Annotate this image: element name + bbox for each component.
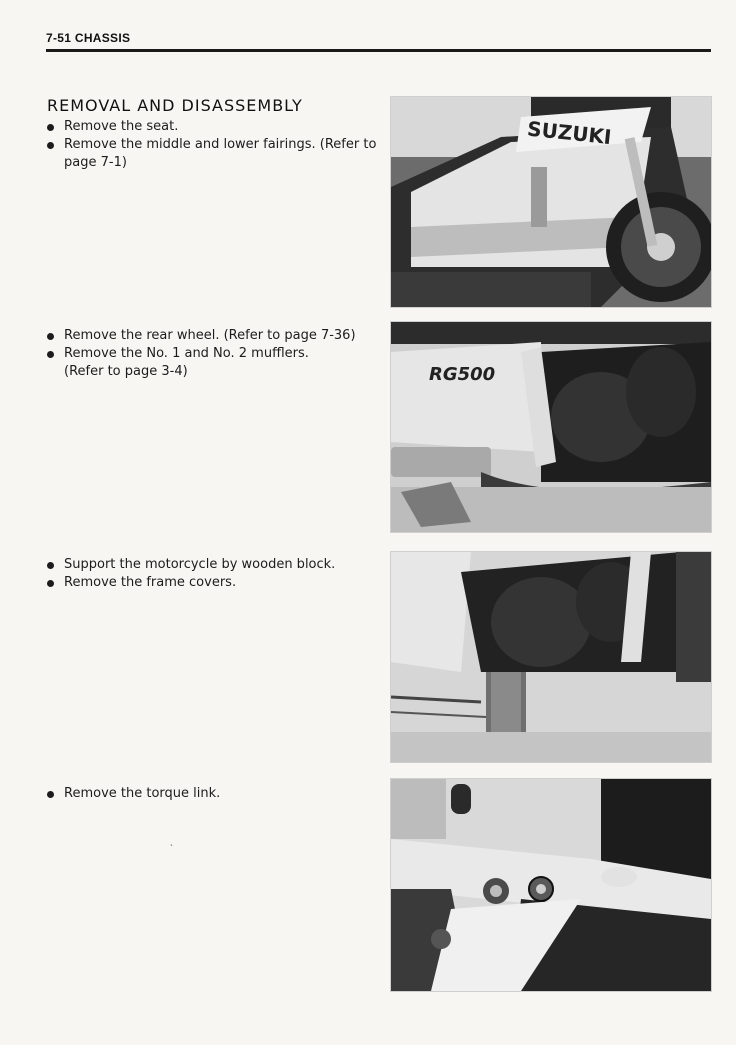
step-group-3 — [47, 556, 379, 592]
bullet-icon — [47, 562, 54, 569]
step-text-line: (Refer to page 3-4) — [64, 364, 188, 379]
bullet-icon — [47, 351, 54, 358]
stray-mark: ˎ — [170, 836, 174, 847]
torque-link-photo-graphic — [391, 779, 711, 991]
photo-engine — [390, 321, 712, 533]
photo-torque-link — [390, 778, 712, 992]
step-text: Remove the torque link. — [64, 786, 221, 801]
step-remove-torque-link — [47, 785, 379, 803]
step-text-line: Remove the middle and lower fairings. (Refer to — [64, 137, 377, 152]
step-remove-seat — [47, 118, 379, 136]
header-rule — [46, 49, 711, 52]
page-section-label: 7-51 CHASSIS — [46, 31, 131, 45]
photo-fairing — [390, 96, 712, 308]
step-remove-frame-covers — [47, 574, 379, 592]
step-remove-rear-wheel — [47, 327, 379, 345]
support-photo-graphic — [391, 552, 711, 762]
bullet-icon — [47, 124, 54, 131]
engine-photo-graphic — [391, 322, 711, 532]
step-support-motorcycle — [47, 556, 379, 574]
photo-model-text: RG500 — [429, 364, 496, 385]
step-group-1 — [47, 118, 379, 172]
photo-support-block — [390, 551, 712, 763]
bullet-icon — [47, 580, 54, 587]
step-text: Remove the seat. — [64, 119, 179, 134]
step-text: Support the motorcycle by wooden block. — [64, 557, 336, 572]
step-text: Remove the rear wheel. (Refer to page 7-36) — [64, 328, 356, 343]
fairing-photo-graphic — [391, 97, 711, 307]
step-text: Remove the frame covers. — [64, 575, 237, 590]
photo-brand-text: SUZUKI — [526, 116, 613, 150]
step-text-line: page 7-1) — [64, 155, 127, 170]
step-text-line: Remove the No. 1 and No. 2 mufflers. — [64, 346, 309, 361]
step-remove-mufflers — [47, 345, 379, 381]
bullet-icon — [47, 791, 54, 798]
bullet-icon — [47, 333, 54, 340]
step-group-2 — [47, 327, 379, 381]
step-remove-fairings — [47, 136, 379, 172]
section-title: REMOVAL AND DISASSEMBLY — [47, 96, 303, 115]
step-group-4 — [47, 785, 379, 803]
bullet-icon — [47, 142, 54, 149]
